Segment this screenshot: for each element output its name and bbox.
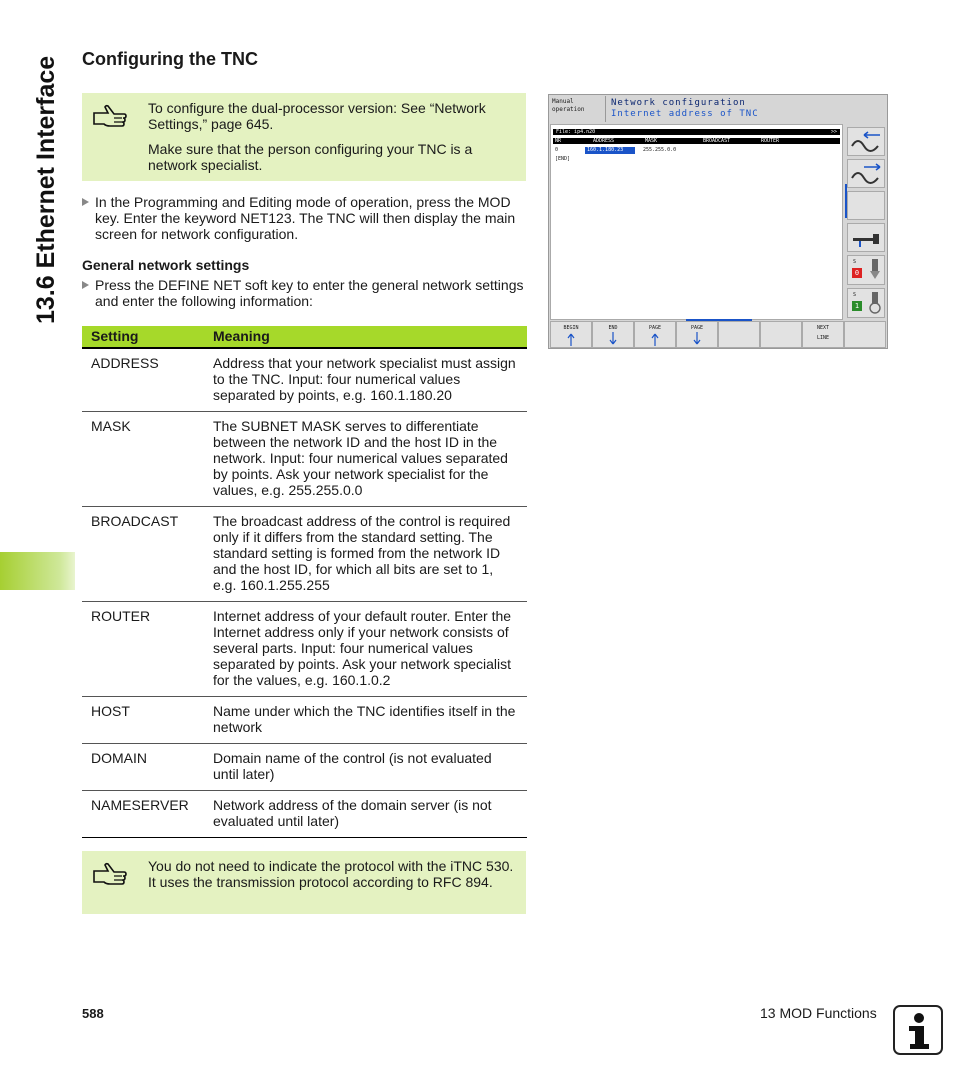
note2-text: You do not need to indicate the protocol with the iTNC 530. It uses the transmission protocol according to RFC 894. bbox=[148, 858, 514, 890]
softkey-empty[interactable] bbox=[847, 191, 885, 220]
info-icon bbox=[893, 1005, 943, 1055]
vertical-softkey-bar bbox=[845, 124, 888, 320]
step-instruction-1: In the Programming and Editing mode of operation, press the MOD key. Enter the keyword NET123. The TNC will then display the main screen for network configuration. bbox=[82, 194, 526, 242]
network-table-view bbox=[550, 124, 843, 320]
step-instruction-2: Press the DEFINE NET soft key to enter the general network settings and enter the following information: bbox=[82, 277, 526, 309]
pointing-hand-icon bbox=[92, 103, 128, 129]
bullet-triangle-icon bbox=[82, 281, 89, 289]
coolant-tap-icon bbox=[848, 224, 884, 251]
table-row: DOMAIN Domain name of the control (is not evaluated until later) bbox=[82, 744, 527, 791]
table-row: ADDRESS Address that your network specialist must assign to the TNC. Input: four numerical values separated by points, e.g. 160.1.180.20 bbox=[82, 348, 527, 412]
axis-move-left-icon bbox=[848, 128, 884, 155]
note1-paragraph-1: To configure the dual-processor version: See “Network Settings,” page 645. bbox=[148, 100, 486, 132]
horizontal-softkey-bar bbox=[550, 321, 887, 348]
softkey-right-arrow[interactable] bbox=[847, 159, 885, 188]
section-title: Configuring the TNC bbox=[82, 49, 258, 69]
note-box-2 bbox=[82, 851, 526, 914]
screen-title: Network configuration Internet address of TNC bbox=[611, 98, 759, 119]
column-header-bar: NR ADDRESS MASK BROADCAST ROUTER bbox=[553, 138, 840, 144]
axis-move-right-icon bbox=[848, 160, 884, 187]
settings-table bbox=[82, 326, 527, 838]
chapter-tab-marker bbox=[0, 552, 75, 590]
arrow-up-icon bbox=[651, 332, 659, 346]
spindle-icon bbox=[868, 259, 882, 281]
softkey-next-line[interactable]: NEXT LINE bbox=[802, 321, 844, 348]
footer-chapter: 13 MOD Functions bbox=[760, 1005, 877, 1021]
table-row: NAMESERVER Network address of the domain server (is not evaluated until later) bbox=[82, 791, 527, 838]
softkey-empty[interactable] bbox=[718, 321, 760, 348]
operating-mode-label: Manual operation bbox=[550, 96, 606, 122]
table-row[interactable]: 0 160.1.180.23 255.255.0.0 bbox=[555, 147, 677, 153]
table-header-meaning: Meaning bbox=[204, 326, 527, 348]
page-number: 588 bbox=[82, 1006, 104, 1021]
end-marker: [END] bbox=[555, 156, 571, 162]
pointing-hand-icon bbox=[92, 861, 128, 887]
softkey-page-up[interactable]: PAGE bbox=[634, 321, 676, 348]
softkey-page-down[interactable]: PAGE bbox=[676, 321, 718, 348]
table-row: BROADCAST The broadcast address of the control is required only if it differs from the standard setting. The standard setting is formed from the network ID and the host ID, for which all bits are set to 1, e.g. 160.1.255.255 bbox=[82, 507, 527, 602]
softkey-end[interactable]: END bbox=[592, 321, 634, 348]
arrow-up-icon bbox=[567, 332, 575, 346]
table-row: MASK The SUBNET MASK serves to differentiate between the network ID and the host ID in the network. Input: four numerical values separated by points. Ask your network specialist for the values, e.g. 255.255.0.0 bbox=[82, 412, 527, 507]
softkey-spindle-stop[interactable]: S 0 bbox=[847, 255, 885, 285]
note-box-1 bbox=[82, 93, 526, 181]
spindle-rotate-icon bbox=[868, 292, 882, 314]
softkey-begin[interactable]: BEGIN bbox=[550, 321, 592, 348]
softkey-left-arrow[interactable] bbox=[847, 127, 885, 156]
softkey-empty[interactable] bbox=[844, 321, 886, 348]
tnc-screen-capture bbox=[548, 94, 888, 349]
softkey-spindle-start[interactable]: S 1 bbox=[847, 288, 885, 318]
note1-paragraph-2: Make sure that the person configuring your TNC is a network specialist. bbox=[148, 141, 473, 173]
arrow-down-icon bbox=[693, 332, 701, 346]
table-row: ROUTER Internet address of your default router. Enter the Internet address only if your network consists of several parts. Input: four numerical values separated by points. Ask your network specialist for the values, e.g. 160.1.0.2 bbox=[82, 602, 527, 697]
arrow-down-icon bbox=[609, 332, 617, 346]
chapter-title-vertical: 13.6 Ethernet Interface bbox=[32, 55, 60, 324]
softkey-empty[interactable] bbox=[760, 321, 802, 348]
softkey-coolant[interactable] bbox=[847, 223, 885, 252]
subheading: General network settings bbox=[82, 257, 250, 273]
table-header-setting: Setting bbox=[82, 326, 204, 348]
file-bar: File: ip4.n20 >> bbox=[553, 129, 840, 135]
bullet-triangle-icon bbox=[82, 198, 89, 206]
table-row: HOST Name under which the TNC identifies itself in the network bbox=[82, 697, 527, 744]
